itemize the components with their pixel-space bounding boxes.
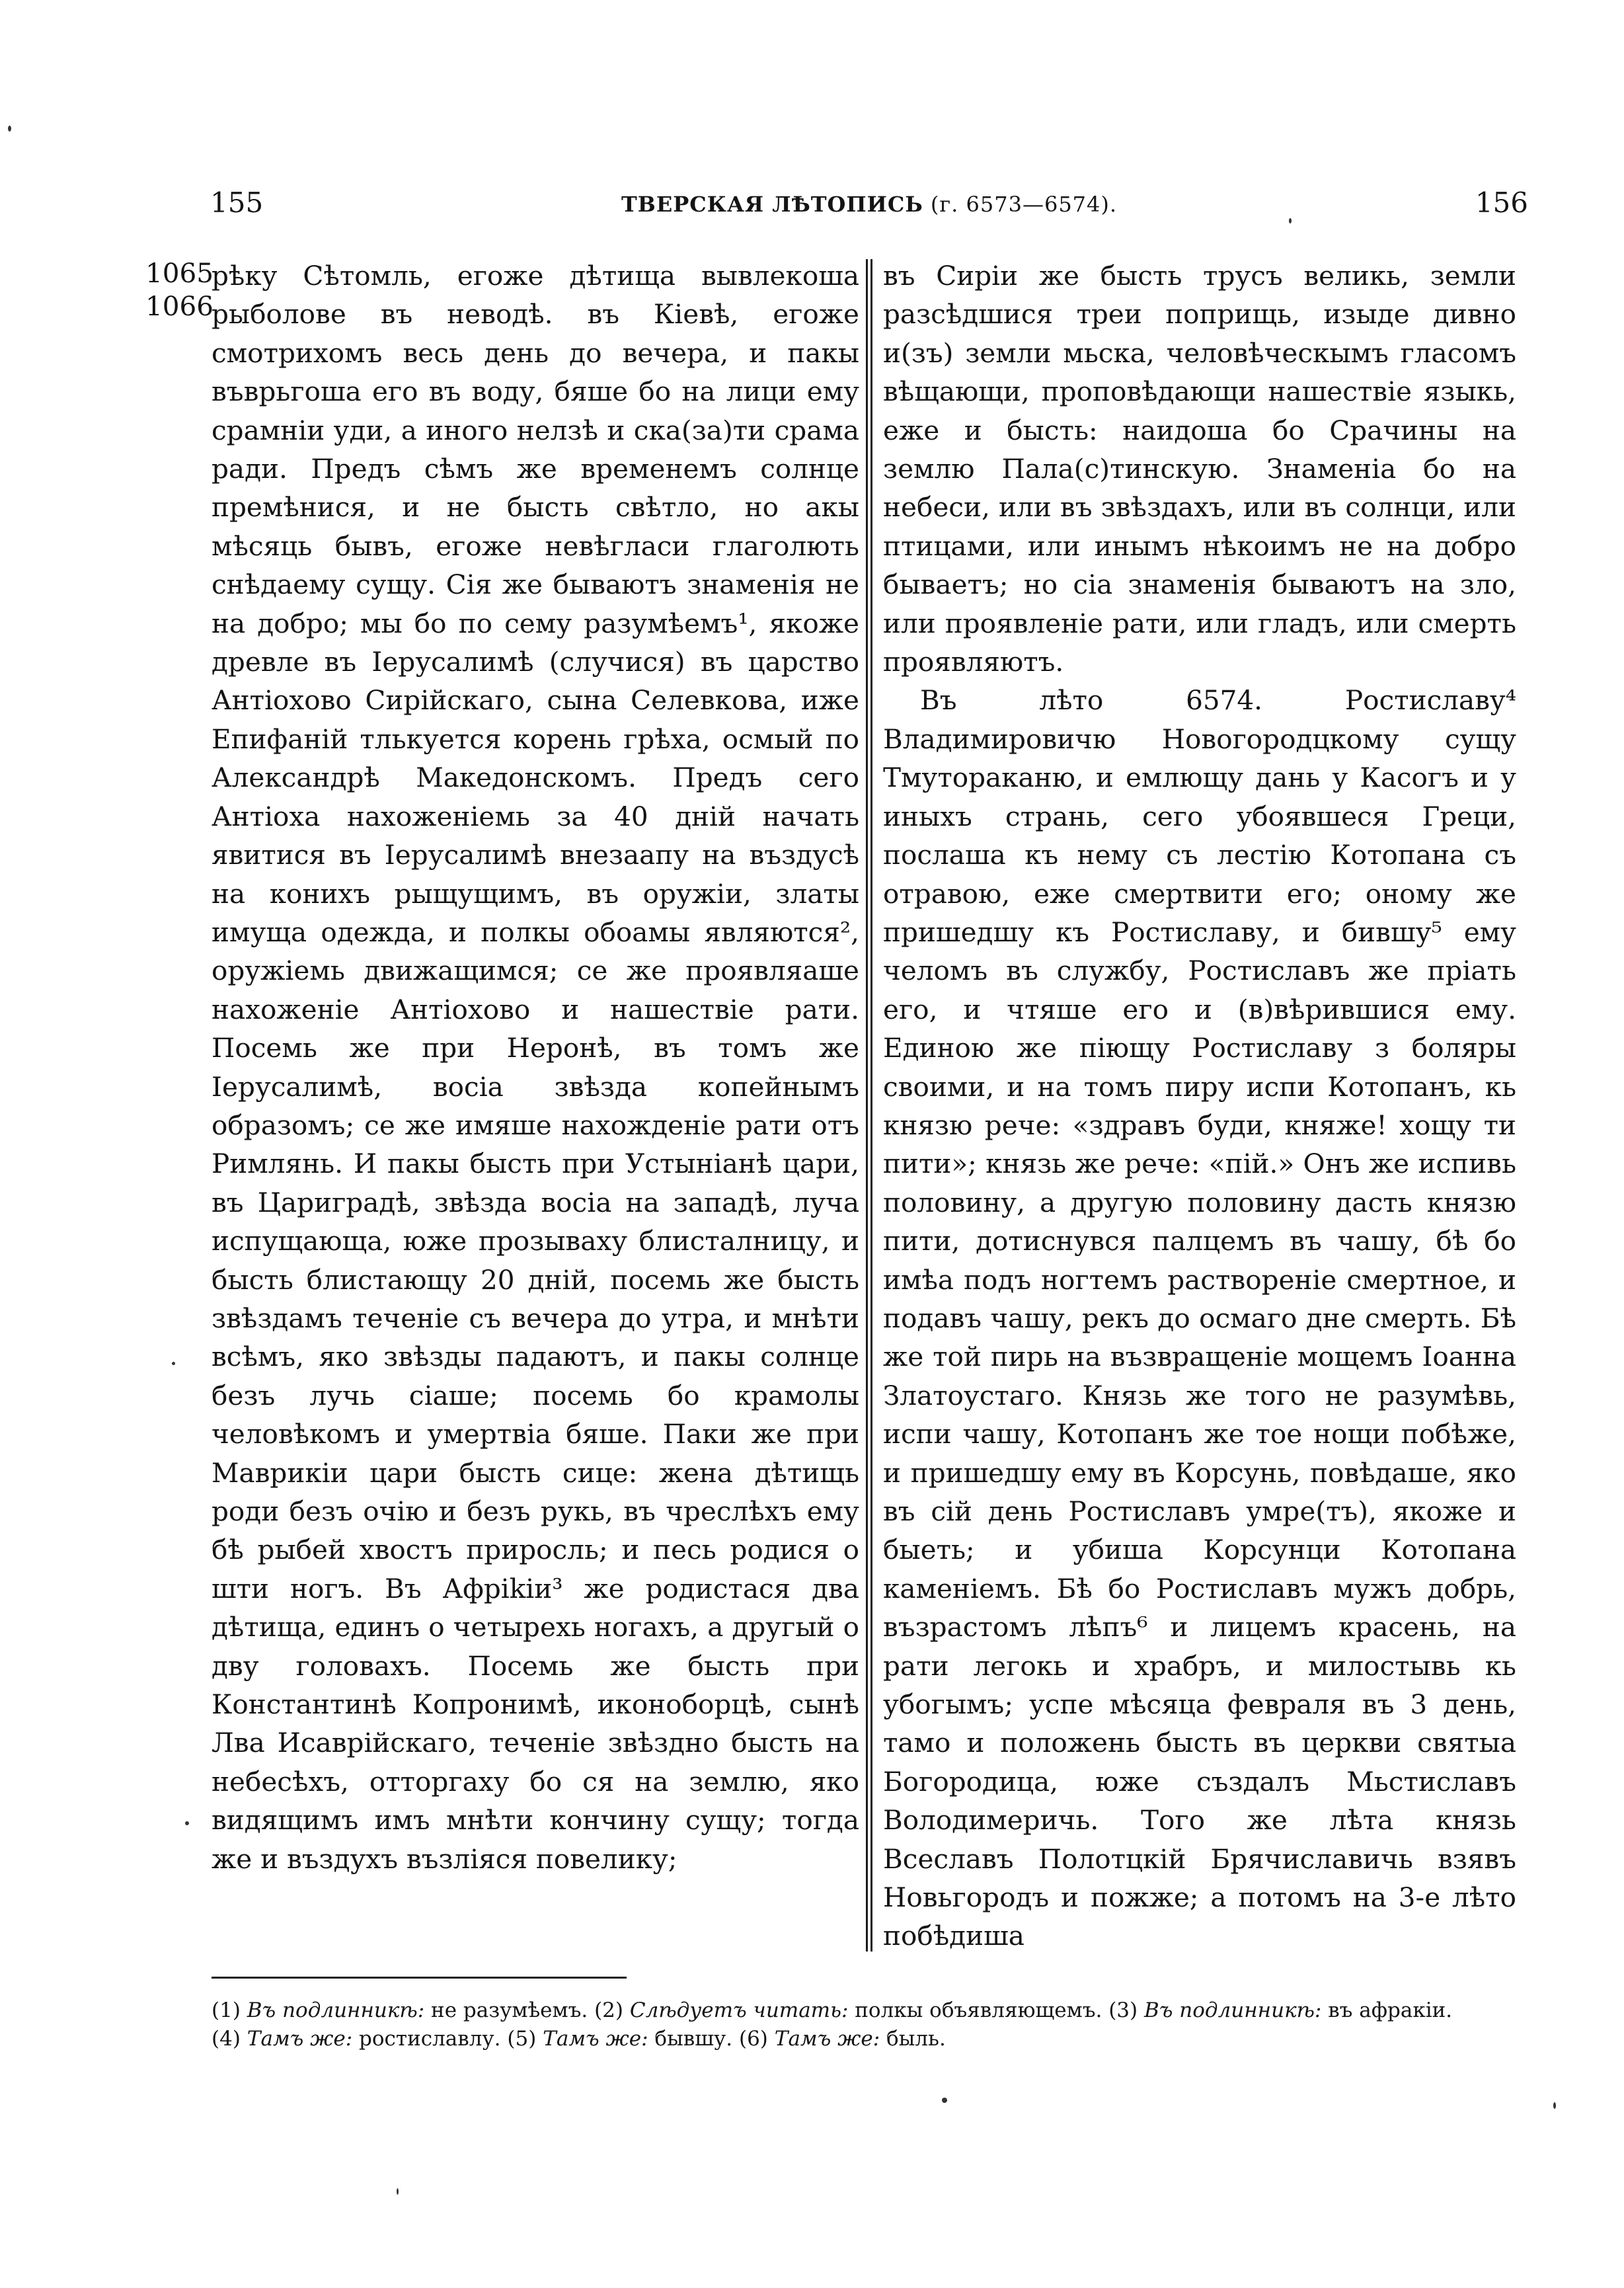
- left-column: [212, 256, 859, 1955]
- margin-year: 1066: [145, 290, 214, 322]
- scan-speck: [397, 2188, 399, 2195]
- scan-speck: [172, 1362, 175, 1365]
- left-column-text: рѣку Сѣтомль, егоже дѣтища вывлекоша рыболове въ неводѣ. въ Кіевѣ, егоже смотрихомъ весь день до вечера, и пакы въврьгоша его въ воду, бяше бо на лици ему срамніи уди, а иного нелзѣ и ска(за)ти срама ради. Предъ сѣмъ же временемъ солнце премѣнися, и не бысть свѣтло, но акы мѣсяць бывъ, егоже невѣгласи глаголють снѣдаему сущу. Сія же бываютъ знаменія не на добро; мы бо по сему разумѣемъ¹, якоже древле въ Іерусалимѣ (случися) въ царство Антіохово Сирійскаго, сына Селевкова, иже Епифаній тлькуется корень грѣха, осмый по Александрѣ Македонскомъ. Предъ сего Антіоха нахоженіемь за 40 дній начать явитися въ Іерусалимѣ внезаапу на въздусѣ на конихъ рыщущимъ, въ оружіи, златы имуща одежда, и полкы обоамы являются², оружіемь движащимся; се же проявляаше нахоженіе Антіохово и нашествіе рати. Посемь же при Неронѣ, въ томъ же Іерусалимѣ, восіа звѣзда копейнымъ образомъ; се же имяше нахожденіе рати отъ Римлянь. И пакы бысть при Устыніанѣ цари, въ Цариградѣ, звѣзда восіа на западѣ, луча испущающа, юже прозываху блисталницу, и бысть блистающу 20 дній, посемь же бысть звѣздамъ теченіе съ вечера до утра, и мнѣти всѣмъ, яко звѣзды падаютъ, и пакы солнце безъ лучь сіаше; посемь бо крамолы человѣкомъ и умертвіа бяше. Паки же при Маврикіи цари бысть сице: жена дѣтищь роди безъ очію и безъ рукь, въ чреслѣхъ ему бѣ рыбей хвостъ приросль; и песь родися о шти ногъ. Въ Афрikіи³ же родистася два дѣтища, единъ о четырехь ногахъ, а другый о дву головахъ. Посемь же бысть при Константинѣ Копронимѣ, иконоборцѣ, сынѣ Лва Исаврійскаго, теченіе звѣздно бысть на небесѣхъ, отторгаху бо ся на землю, яко видящимъ имъ мнѣти кончину сущу; тогда же и въздухъ възліяся повелику;: [212, 260, 859, 1875]
- footnote-text: въ афракіи.: [1328, 1998, 1453, 2022]
- footnote-text: ростиславлу.: [359, 2027, 501, 2051]
- footnote-label: Слѣдуетъ читать:: [629, 1998, 849, 2022]
- running-title-years: (г. 6573—6574).: [930, 192, 1118, 217]
- footnote-line: [212, 1996, 1520, 2025]
- footnote-number: (2): [594, 1998, 623, 2022]
- right-column-paragraph: Въ лѣто 6574. Ростиславу⁴ Владимировичю Новогородцкому сущу Тмутораканю, и емлющу дань у Касогъ и у иныхъ странь, сего убоявшеся Греци, послаша къ нему съ лестію Котопана съ отравою, еже смертвити его; оному же пришедшу къ Ростиславу, и бившу⁵ ему челомъ въ службу, Ростиславъ же пріать его, и чтяше его и (в)вѣрившися ему. Единою же піющу Ростиславу з боляры своими, и на томъ пиру испи Котопанъ, кь князю рече: «здравъ буди, княже! хощу ти пити»; князь же рече: «пій.» Онъ же испивь половину, а другую половину дасть князю пити, дотиснувся палцемъ въ чашу, бѣ бо имѣа подъ ногтемъ раствореніе смертное, и подавъ чашу, рекъ до осмаго дне смерть. Бѣ же той пирь на възвращеніе мощемъ Іоанна Златоустагo. Князь же того не разумѣвь, испи чашу, Котопанъ же тое нощи побѣже, и пришедшу ему въ Корсунь, повѣдаше, яко въ сій день Ростиславъ умре(тъ), якоже и быеть; и убиша Корсунци Котопана каменіемъ. Бѣ бо Ростиславъ мужъ добрь, възрастомъ лѣпъ⁶ и лицемъ красень, на рати легокь и храбръ, и милостывь кь убогымъ; успе мѣсяца февраля въ 3 день, тамо и положень бысть въ церкви святыа Богородица, юже създалъ Мьстиславъ Володимеричь. Того же лѣта князь Всеславъ Полотцкій Брячиславичь взявъ Новьгородъ и пожже; а потомъ на 3-е лѣто побѣдиша: [883, 684, 1516, 1952]
- scan-speck: [1289, 218, 1292, 223]
- footnote-label: Тамъ же:: [774, 2027, 880, 2051]
- footnote-number: (3): [1108, 1998, 1138, 2022]
- footnote-line: [212, 2025, 1520, 2053]
- column-divider: [870, 259, 872, 1952]
- scan-speck: [8, 126, 11, 132]
- footnote-number: (1): [212, 1998, 241, 2022]
- page-number-left: 155: [210, 186, 264, 219]
- margin-year: 1065: [145, 257, 214, 289]
- footnote-number: (4): [212, 2027, 241, 2051]
- footnote-label: Тамъ же:: [247, 2027, 353, 2051]
- column-divider: [866, 259, 868, 1952]
- running-title: [198, 192, 1540, 217]
- footnote-text: быль.: [886, 2027, 946, 2051]
- footnote-label: Тамъ же:: [543, 2027, 648, 2051]
- footnote-label: Въ подлинникѣ:: [247, 1998, 425, 2022]
- right-column-paragraph: въ Сиріи же бысть трусъ великь, земли разсѣдшися треи поприщь, изыде дивно и(зъ) земли мьска, человѣческымъ гласомъ вѣщающи, проповѣдающи нашествіе языкь, еже и бысть: наидоша бо Срачины на землю Пала(с)тинскую. Знаменіа бо на небеси, или въ звѣздахъ, или въ солнци, или птицами, или инымъ нѣкоимъ не на добро бываетъ; но сіа знаменія бываютъ на зло, или проявленіе рати, или гладъ, или смерть проявляютъ.: [883, 260, 1516, 678]
- margin-years: [145, 256, 213, 323]
- footnote-text: бывшу.: [654, 2027, 733, 2051]
- footnote-rule: [212, 1977, 627, 1979]
- running-title-text: ТВЕРСКАЯ ЛѢТОПИСЬ: [621, 192, 923, 217]
- footnote-text: полкы объявляющемъ.: [855, 1998, 1102, 2022]
- footnote-label: Въ подлинникѣ:: [1143, 1998, 1322, 2022]
- scan-speck: [942, 2098, 947, 2103]
- page-header: [198, 186, 1540, 233]
- footnote-number: (6): [738, 2027, 768, 2051]
- page-number-right: 156: [1475, 186, 1528, 219]
- scan-speck: [185, 1821, 189, 1825]
- footnotes: [212, 1996, 1520, 2053]
- right-column: [883, 256, 1516, 1955]
- footnote-text: не разумѣемъ.: [431, 1998, 588, 2022]
- scan-speck: [1553, 2102, 1556, 2109]
- footnote-number: (5): [507, 2027, 537, 2051]
